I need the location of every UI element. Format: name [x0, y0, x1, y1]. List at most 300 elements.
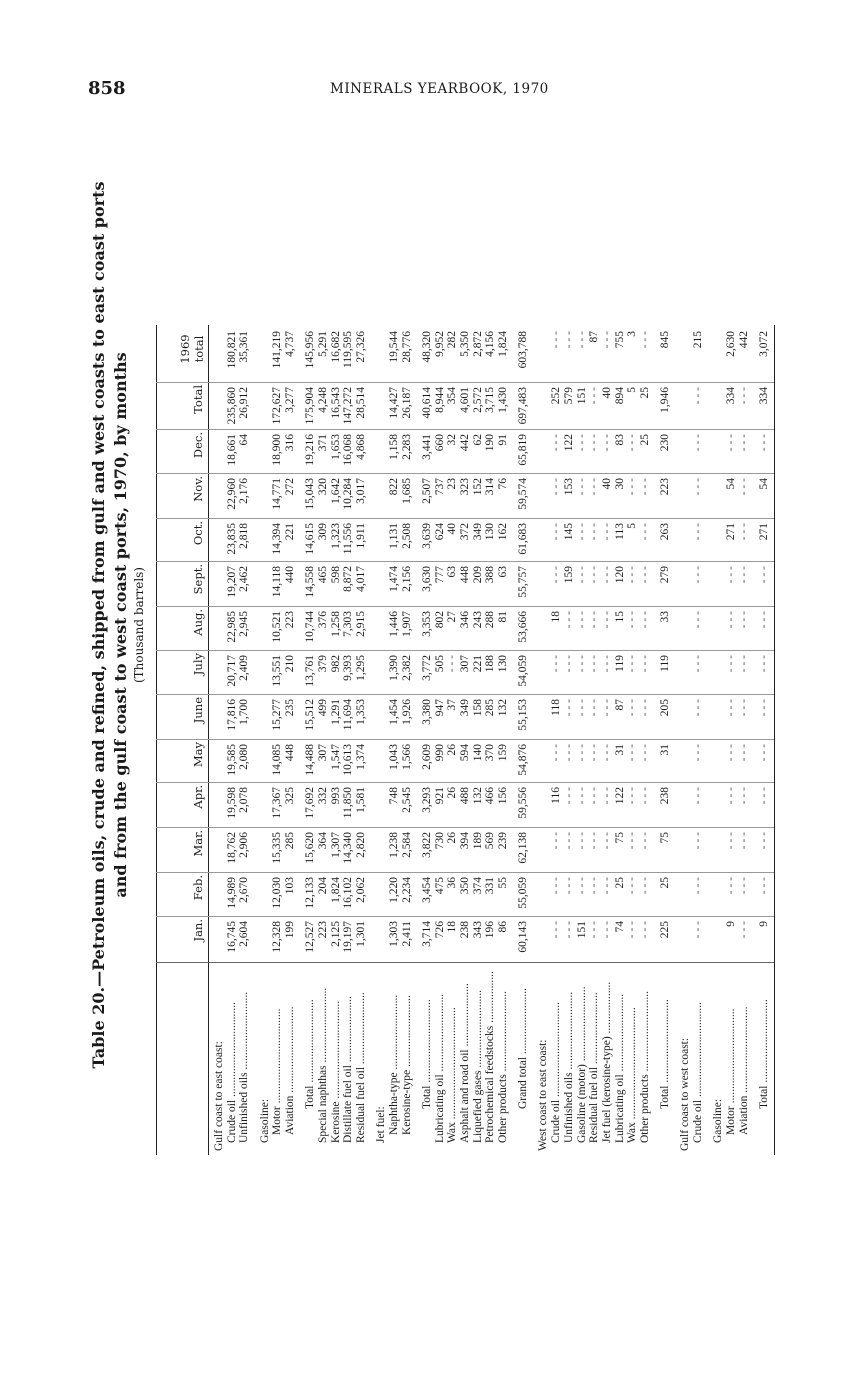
table-head-rule	[208, 325, 209, 1155]
table-cell: 603,788	[517, 331, 530, 369]
table-cell: 215	[692, 331, 705, 349]
table-cell: 440	[284, 566, 296, 584]
table-cell: 54,876	[517, 744, 530, 776]
table-cell: 122	[613, 787, 626, 805]
table-cell: 14,488	[304, 744, 317, 776]
table-cell: - - -	[737, 566, 750, 584]
row-label: Liquefied gases ...........................	[471, 990, 484, 1143]
table-cell: - - -	[575, 434, 588, 452]
table-cell: 10,744	[304, 611, 317, 643]
column-divider	[156, 382, 774, 383]
table-cell: 223	[316, 921, 329, 939]
table-cell: 1,824	[329, 877, 342, 903]
table-cell: 132	[471, 787, 484, 805]
table-cell: 63	[446, 566, 459, 578]
table-cell: - - -	[562, 611, 575, 629]
table-cell: - - -	[550, 877, 563, 895]
table-cell: 19,216	[304, 434, 317, 466]
column-divider	[156, 429, 774, 430]
table-cell: - - -	[562, 787, 575, 805]
table-cell: 2,411	[400, 921, 413, 947]
table-cell: 1,220	[387, 877, 400, 903]
table-cell: 755	[613, 331, 626, 349]
table-cell: - - -	[757, 699, 770, 717]
table-cell: 221	[284, 523, 296, 541]
table-cell: 465	[316, 566, 329, 584]
table-cell: 16,068	[342, 434, 355, 466]
table-cell: - - -	[757, 611, 770, 629]
table-cell: 27	[446, 611, 459, 623]
table-cell: 11,556	[342, 523, 355, 555]
column-header: 1969 total	[178, 334, 206, 364]
table-cell: 3,822	[420, 832, 433, 858]
table-cell: - - -	[550, 832, 563, 850]
table-cell: 243	[471, 611, 484, 629]
table-cell: 947	[433, 699, 446, 717]
table-cell: 40	[600, 478, 613, 490]
table-cell: 230	[659, 434, 672, 452]
table-cell: 175,904	[304, 387, 317, 425]
table-cell: 1,685	[400, 478, 413, 504]
table-cell: 2,872	[471, 331, 484, 357]
table-cell: 15,335	[271, 832, 284, 864]
table-cell: 64	[238, 434, 251, 446]
table-cell: - - -	[575, 744, 588, 762]
table-cell: 1,374	[355, 744, 367, 770]
table-cell: 14,085	[271, 744, 284, 776]
table-cell: 16,745	[225, 921, 238, 953]
table-cell: 343	[471, 921, 484, 939]
table-cell: 25	[613, 877, 626, 889]
table-cell: 309	[316, 523, 329, 541]
table-cell: 371	[316, 434, 329, 452]
row-label: Residual fuel oil .........................	[588, 992, 601, 1143]
table-cell: - - -	[737, 787, 750, 805]
table-cell: - - -	[575, 877, 588, 895]
table-cell: 2,234	[400, 877, 413, 903]
table-cell: 28,776	[400, 331, 413, 363]
table-cell: 8,944	[433, 387, 446, 413]
table-cell: 1,581	[355, 787, 367, 813]
table-cell: 9	[725, 921, 737, 927]
table-cell: 75	[659, 832, 672, 844]
table-cell: 204	[316, 877, 329, 895]
table-cell: - - -	[692, 387, 705, 405]
table-cell: - - -	[737, 655, 750, 673]
table-cell: 845	[659, 331, 672, 349]
table-cell: 130	[497, 655, 509, 673]
table-cell: 151	[575, 387, 588, 405]
table-cell: 63	[497, 566, 509, 578]
row-label: Asphalt and road oil ......................	[458, 983, 471, 1143]
table-cell: 156	[497, 787, 509, 805]
table-cell: 272	[284, 478, 296, 496]
table-cell: 18,762	[225, 832, 238, 864]
table-cell: - - -	[588, 921, 601, 939]
table-cell: 122	[562, 434, 575, 452]
column-divider	[156, 739, 774, 740]
row-label: Naphtha-type ..........................	[387, 994, 400, 1135]
table-cell: 379	[316, 655, 329, 673]
table-cell: 209	[471, 566, 484, 584]
table-cell: 31	[659, 744, 672, 756]
table-cell: 2,906	[238, 832, 251, 858]
table-cell: 1,131	[387, 523, 400, 549]
table-cell: 65,819	[517, 434, 530, 466]
table-cell: - - -	[600, 331, 613, 349]
table-cell: - - -	[562, 744, 575, 762]
table-cell: 1,303	[387, 921, 400, 947]
table-cell: 18,900	[271, 434, 284, 466]
table-unit: (Thousand barrels)	[132, 567, 146, 683]
table-cell: - - -	[626, 434, 639, 452]
table-cell: - - -	[692, 744, 705, 762]
table-cell: 221	[471, 655, 484, 673]
table-cell: 86	[497, 921, 509, 933]
table-cell: 188	[484, 655, 497, 673]
table-cell: 3,639	[420, 523, 433, 549]
table-cell: - - -	[550, 566, 563, 584]
table-cell: - - -	[639, 877, 651, 895]
table-cell: 10,613	[342, 744, 355, 776]
table-cell: 132	[497, 699, 509, 717]
column-header: Mar.	[191, 830, 205, 857]
table-cell: 145,956	[304, 331, 317, 369]
table-cell: - - -	[626, 655, 639, 673]
table-cell: 60,143	[517, 921, 530, 953]
table-cell: 316	[284, 434, 296, 452]
table-cell: 119,595	[342, 331, 355, 368]
table-cell: 1,911	[355, 523, 367, 549]
table-cell: 59,556	[517, 787, 530, 819]
table-cell: - - -	[588, 699, 601, 717]
row-label: Grand total .......................	[517, 987, 530, 1109]
table-cell: - - -	[757, 566, 770, 584]
table-cell: - - -	[737, 434, 750, 452]
table-cell: 12,030	[271, 877, 284, 909]
table-cell: - - -	[639, 655, 651, 673]
column-header: Dec.	[191, 432, 205, 459]
table-cell: 17,692	[304, 787, 317, 819]
table-cell: - - -	[562, 331, 575, 349]
table-cell: - - -	[692, 611, 705, 629]
table-cell: 235,860	[225, 387, 238, 425]
table-cell: 55	[497, 877, 509, 889]
table-cell: 55,757	[517, 566, 530, 598]
table-cell: - - -	[588, 787, 601, 805]
table-cell: 726	[433, 921, 446, 939]
table-cell: 19,544	[387, 331, 400, 363]
table-cell: - - -	[562, 877, 575, 895]
table-cell: 12,133	[304, 877, 317, 909]
row-label: Other products ............................	[639, 990, 651, 1143]
table-cell: 3,441	[420, 434, 433, 460]
column-header: Oct.	[191, 521, 205, 546]
table-cell: 3,277	[284, 387, 296, 413]
table-cell: - - -	[626, 478, 639, 496]
table-cell: - - -	[725, 744, 737, 762]
table-cell: 210	[284, 655, 296, 673]
table-cell: 3,772	[420, 655, 433, 681]
table-cell: 53,666	[517, 611, 530, 643]
table-cell: 1,301	[355, 921, 367, 947]
row-label: Other products ............................	[497, 990, 509, 1143]
table-cell: - - -	[757, 832, 770, 850]
row-label: Distillate fuel oil .......................	[342, 996, 355, 1143]
table-title-line-1: Table 20.—Petroleum oils, crude and refined, shipped from gulf and west coasts to east coast ports	[89, 181, 108, 1069]
table-cell: 223	[659, 478, 672, 496]
table-cell: - - -	[692, 523, 705, 541]
table-cell: 737	[433, 478, 446, 496]
table-cell: 14,394	[271, 523, 284, 555]
row-label: Lubricating oil ...........................	[613, 993, 626, 1143]
table-cell: 4,868	[355, 434, 367, 460]
table-cell: 16,543	[329, 387, 342, 419]
table-cell: 158	[471, 699, 484, 717]
table-cell: - - -	[626, 877, 639, 895]
table-cell: 263	[659, 523, 672, 541]
table-cell: - - -	[725, 434, 737, 452]
table-cell: 579	[562, 387, 575, 405]
table-cell: 196	[484, 921, 497, 939]
table-cell: 777	[433, 566, 446, 584]
row-label: Total .............................	[420, 999, 433, 1109]
table-cell: - - -	[600, 523, 613, 541]
table-cell: 1,907	[400, 611, 413, 637]
table-cell: - - -	[692, 478, 705, 496]
table-cell: 22,960	[225, 478, 238, 510]
table-cell: 1,566	[400, 744, 413, 770]
table-cell: 54,059	[517, 655, 530, 687]
table-cell: 5	[626, 523, 639, 529]
table-cell: 2,630	[725, 331, 737, 357]
table-cell: 660	[433, 434, 446, 452]
table-cell: - - -	[725, 699, 737, 717]
table-cell: - - -	[626, 744, 639, 762]
table-cell: 87	[613, 699, 626, 711]
table-cell: - - -	[639, 331, 651, 349]
table-cell: 151	[575, 921, 588, 939]
table-cell: 993	[329, 787, 342, 805]
table-cell: 190	[484, 434, 497, 452]
table-cell: 235	[284, 699, 296, 717]
table-cell: 62	[471, 434, 484, 446]
table-cell: 2,283	[400, 434, 413, 460]
row-label: Residual fuel oil .........................	[355, 992, 367, 1143]
table-cell: 31	[613, 744, 626, 756]
table-cell: - - -	[588, 611, 601, 629]
row-label: Crude oil .................................	[550, 1002, 563, 1143]
table-cell: 23,835	[225, 523, 238, 555]
table-cell: 16,102	[342, 877, 355, 909]
column-divider	[156, 694, 774, 695]
table-cell: - - -	[692, 434, 705, 452]
column-divider	[156, 473, 774, 474]
table-cell: 252	[550, 387, 563, 405]
table-cell: 4,248	[316, 387, 329, 413]
table-cell: 1,158	[387, 434, 400, 460]
row-label: Jet fuel (kerosine-type) ..................	[600, 981, 613, 1143]
table-cell: 76	[497, 478, 509, 490]
table-cell: 40	[446, 523, 459, 535]
table-cell: - - -	[562, 699, 575, 717]
table-cell: 12,328	[271, 921, 284, 953]
table-cell: 91	[497, 434, 509, 446]
table-cell: 23	[446, 478, 459, 490]
table-cell: 113	[613, 523, 626, 540]
table-cell: 1,824	[497, 331, 509, 357]
table-cell: - - -	[757, 434, 770, 452]
table-cell: 14,615	[304, 523, 317, 555]
table-cell: 3,353	[420, 611, 433, 637]
table-cell: - - -	[737, 744, 750, 762]
table-cell: - - -	[575, 787, 588, 805]
table-cell: 2,508	[400, 523, 413, 549]
table-cell: - - -	[626, 611, 639, 629]
table-cell: - - -	[737, 523, 750, 541]
table-cell: 594	[458, 744, 471, 762]
table-cell: - - -	[692, 832, 705, 850]
table-cell: 569	[484, 832, 497, 850]
table-cell: - - -	[575, 331, 588, 349]
table-cell: 189	[471, 832, 484, 850]
table-cell: 320	[316, 478, 329, 496]
table-cell: 285	[284, 832, 296, 850]
table-cell: 103	[284, 877, 296, 895]
table-cell: 223	[284, 611, 296, 629]
column-divider	[156, 916, 774, 917]
table-cell: 116	[550, 787, 563, 804]
table-cell: 2,382	[400, 655, 413, 681]
table-cell: - - -	[600, 566, 613, 584]
table-cell: 921	[433, 787, 446, 805]
table-cell: 61,683	[517, 523, 530, 555]
table-cell: 10,284	[342, 478, 355, 510]
table-cell: 1,653	[329, 434, 342, 460]
table-cell: 346	[458, 611, 471, 629]
table-bottom-rule	[774, 325, 775, 1155]
row-label: Special naphthas ..........................	[316, 987, 329, 1143]
table-cell: 19,207	[225, 566, 238, 598]
table-cell: - - -	[757, 787, 770, 805]
table-cell: - - -	[725, 832, 737, 850]
table-cell: 499	[316, 699, 329, 717]
table-cell: 9,952	[433, 331, 446, 357]
row-label: Motor .................................	[271, 1008, 284, 1135]
row-label: Total .............................	[304, 999, 317, 1109]
table-cell: 505	[433, 655, 446, 673]
row-label: Kerosine ..................................	[329, 1000, 342, 1143]
table-cell: 1,454	[387, 699, 400, 725]
table-cell: 1,390	[387, 655, 400, 681]
table-cell: - - -	[737, 877, 750, 895]
row-label: Aviation ..............................	[737, 1006, 750, 1135]
table-cell: 26,187	[400, 387, 413, 419]
table-cell: 325	[284, 787, 296, 805]
table-cell: - - -	[600, 655, 613, 673]
table-cell: 2,609	[420, 744, 433, 770]
table-cell: 18	[550, 611, 563, 623]
row-label: Kerosine-type .........................	[400, 995, 413, 1135]
table-cell: 4,156	[484, 331, 497, 357]
table-cell: 1,238	[387, 832, 400, 858]
column-header: Apr.	[191, 785, 205, 809]
table-cell: 159	[497, 744, 509, 762]
rotated-table	[38, 95, 770, 1155]
table-cell: 16,682	[329, 331, 342, 363]
row-label: Lubricating oil ...........................	[433, 993, 446, 1143]
table-cell: 388	[484, 566, 497, 584]
table-cell: 4,737	[284, 331, 296, 357]
table-cell: 4,601	[458, 387, 471, 413]
table-cell: - - -	[600, 832, 613, 850]
row-label: Crude oil .................................	[225, 1002, 238, 1143]
table-cell: 285	[484, 699, 497, 717]
table-cell: 15	[613, 611, 626, 623]
table-cell: 54	[757, 478, 770, 490]
table-cell: - - -	[600, 699, 613, 717]
table-cell: 25	[639, 434, 651, 446]
table-cell: - - -	[588, 478, 601, 496]
table-cell: 1,700	[238, 699, 251, 725]
table-cell: 11,694	[342, 699, 355, 731]
row-label: Wax .......................................	[626, 1007, 639, 1143]
table-cell: 3,072	[757, 331, 770, 357]
table-cell: 1,353	[355, 699, 367, 725]
table-cell: - - -	[639, 832, 651, 850]
table-cell: 14,771	[271, 478, 284, 510]
column-divider	[156, 782, 774, 783]
table-cell: 2,176	[238, 478, 251, 504]
table-cell: 14,340	[342, 832, 355, 864]
table-cell: 205	[659, 699, 672, 717]
row-label: West coast to east coast:	[537, 1039, 550, 1151]
table-cell: 2,915	[355, 611, 367, 637]
table-cell: 1,446	[387, 611, 400, 637]
table-cell: 130	[484, 523, 497, 541]
table-cell: 2,604	[238, 921, 251, 947]
row-label: Gulf coast to east coast:	[213, 1041, 225, 1151]
table-cell: 8,872	[342, 566, 355, 592]
table-cell: - - -	[626, 921, 639, 939]
table-cell: 28,514	[355, 387, 367, 419]
table-cell: 33	[659, 611, 672, 623]
column-divider	[156, 650, 774, 651]
row-label: Unfinished oils ...........................	[238, 991, 251, 1143]
table-cell: 12,527	[304, 921, 317, 953]
table-cell: - - -	[588, 387, 601, 405]
table-cell: 55,059	[517, 877, 530, 909]
row-label: Total .............................	[659, 999, 672, 1109]
table-cell: 37	[446, 699, 459, 711]
table-cell: 13,551	[271, 655, 284, 687]
table-cell: 13,761	[304, 655, 317, 687]
table-cell: 271	[757, 523, 770, 541]
table-cell: 3,017	[355, 478, 367, 504]
table-cell: 364	[316, 832, 329, 850]
table-cell: - - -	[737, 699, 750, 717]
table-cell: 5,291	[316, 331, 329, 357]
table-cell: - - -	[550, 478, 563, 496]
table-cell: - - -	[588, 523, 601, 541]
table-cell: 2,409	[238, 655, 251, 681]
table-cell: 19,197	[342, 921, 355, 953]
table-cell: 3,380	[420, 699, 433, 725]
table-cell: 11,850	[342, 787, 355, 819]
table-cell: 2,572	[471, 387, 484, 413]
table-cell: 10,521	[271, 611, 284, 643]
table-cell: 20,717	[225, 655, 238, 687]
